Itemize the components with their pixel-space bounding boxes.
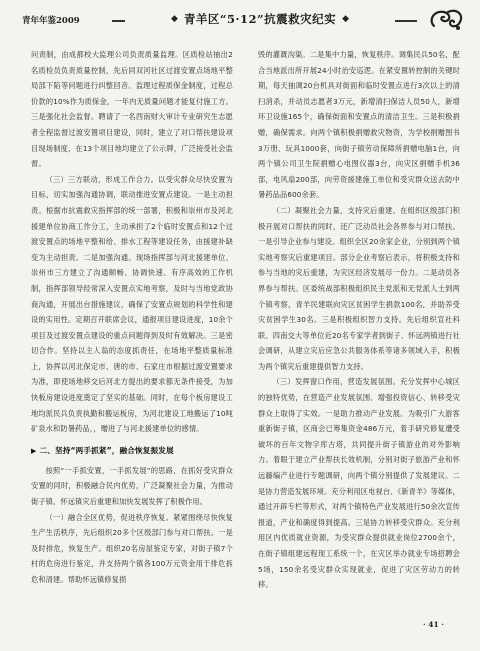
right-paragraph-2: （二）凝聚社会力量，支持灾后重建。在组织区级部门积极开展对口帮扶的同时，还广泛动员社会各界参与对口帮扶。一是引导企业参与建设。组织全区20余家企业，分别到两个镇实地考察灾后重建项目。部分企业考察后表示，将积极支持和参与当地的灾后重建，为灾区经济发展尽一份力。二是动员各界参与帮扶。区委统战部积极组织民主党派和无党派人士到两个镇考察，青羊民建联向灾区贫困学生捐款100名，并助养受灾贫困学生30名。三是积极组织智力支持。先后组织宣社科联、四南交大等单位近20名专家学者到街子、怀远两镇进行社会调研，从建立灾后应急公共服务体系等诸多领域入手，积极为两个镇灾后重建提供智力支持。 bbox=[258, 205, 460, 371]
section-heading-text: 二、坚持“两手抓紧”，融合恢复振发展 bbox=[39, 445, 174, 455]
left-paragraph-1: 问责制，由成都校大监理公司负责质量监理。区质检站抽出2名质检员负责质量控制，先后同双河社区过渡安置点场地平整局部下陷等问题进行纠整回音。监理过程质保金制度，过程总价款的10%作为质保金，一年内无质量问题才能复付施工方。三是强化社会监督。聘请了一名西南财大审计专业研究生志愿者全程监督过渡安置项目建设，同时，建立了对口帮扶建设项目现场制度，在13个项目地均建立了公示牌，广泛接受社会监督。 bbox=[31, 50, 233, 169]
right-paragraph-1: 毁的灌溉沟渠。二是集中力量，恢复秩序。调集民兵50名，配合当地派出所开展24小时治安巡逻。在紧安置转控制的关键时期，每天抽调20台机具对街面和临时安置点进行3次以上的清扫消杀，并动员志愿者3万元，新增清扫保洁人员50人，新增环卫设施165个，确保街面和安置点的清洁卫生。三是积极捐赠，确保需求。向两个镇积极捐赠救灾物资，为学校捐赠图书3万册、玩具1000套，向街子镇劳动保障所捐赠电脑1台，向两个镇公司卫生院捐赠心电图仪器3台，向灾区捐赠手机36部，电风扇200部，向劳资援建施工单位和受灾群众送去防中暑药品品600余套。 bbox=[258, 50, 460, 200]
page-number: · 41 · bbox=[423, 620, 444, 629]
right-paragraph-3: （三）发挥窗口作用，营造发展氛围。充分发挥中心城区的独特优势，在营造产业发展氛围、增强投资信心、转移受灾群众上取得了实效。一是助力推动产业发展。为吸引广大游客重新街子镇，区商会已筹集资金486万元，着手研究修复遭受破坏的百年文物字库古塔，共同提升街子镇游业的对外影响力。着眼于建立产业帮扶长效机制，分别对街子旅游产业和怀远藤编产业进行专题调研，向两个镇分别提供了发展建议。二是协力营造发展环境。充分利用区电视台、《新青羊》等媒体，通过开辟专栏等形式，对两个镇特色产业发展进行50余次宣传报道，产业和确度得到提高。三是协力转移受灾群众。充分利用区内优质就业资源，为受灾群众提供就业岗位2700余个，在街子镇组建远程现工系统一个，在灾区举办就业专场招聘会5场，150余名受灾群众实现就业，促进了灾区劳动力的转移。 bbox=[258, 377, 460, 590]
page-title: 青羊区“5·12”抗震救灾纪实 bbox=[183, 12, 337, 26]
triangle-bullet-icon: ▶ bbox=[31, 446, 37, 455]
section-heading bbox=[31, 445, 233, 457]
page-header bbox=[0, 0, 480, 36]
yearbook-label: 青年年鉴2009 bbox=[22, 16, 80, 26]
left-paragraph-3: 按照“一手抓安置，一手抓发展”的思路，在抓好受灾群众安置的同时，积极融合民内优势，广泛凝聚社会力量，为推动街子镇、怀远镇灾后重建和加快发展发挥了积极作用。 bbox=[31, 465, 233, 507]
left-column bbox=[31, 47, 233, 588]
diamond-left-icon: ◆ bbox=[170, 14, 178, 24]
header-title-box bbox=[125, 9, 395, 29]
left-paragraph-2: （三）三方联动，形成工作合力。以受灾群众尽快安置为目标，切实加强沟通协调，联动推进安置点建设。一是主动担责。根据市抗震救灾指挥部的统一部署，积极和崇州市及河北援建单位协商工作分工，主动承担了2个临时安置点和12个过渡安置点的场地平整和给、排水工程等建设任务，由援建补缺变为主动担责。二是加强沟通。现场指挥部与河北援建单位、崇州市三方建立了沟通顺畅、协调快速、有序高效的工作机制，指挥部领导经常深入安置点实地考察，及时与当地党政协商沟通，开展出台措施建议，确保了安置点规划的科学性和建设的实用性。定期召开联席会议，通报项目建设进度，10余个项目及过渡安置点建设的重点问题得到及时有效解决。三是密切合作。坚持以主人翁的态度抓责任，在场地平整质量标准上，协挥以河北保定市、唐的市、石家庄市根据过渡安置要求为准，即使场地移交后河北方提出的要求都无条件接受，为加快板房建设进度奠定了坚实的基础。同时，在每个板房建设工地均派民兵负责执勤和搬运板房，为河北建设工地搬运了10吨矿泉水和防暑药品，，赠进了与河北援建单位的感情。 bbox=[31, 174, 233, 434]
swirl-logo-icon bbox=[426, 6, 466, 32]
left-paragraph-4: （一）融合全区优势，促进秩序恢复。紧紧围绕尽快恢复生产生活秩序，先后组织20多个区级部门参与对口帮扶。一是及时排危，恢复生产。组织20名房屋鉴定专家，对街子镇7个村的危房进行鉴定，并支持两个镇各100万元资金用于排危拆危和清建。帮助怀远镇修复损 bbox=[31, 512, 233, 584]
right-column bbox=[258, 47, 460, 593]
diamond-right-icon: ◆ bbox=[342, 14, 350, 24]
